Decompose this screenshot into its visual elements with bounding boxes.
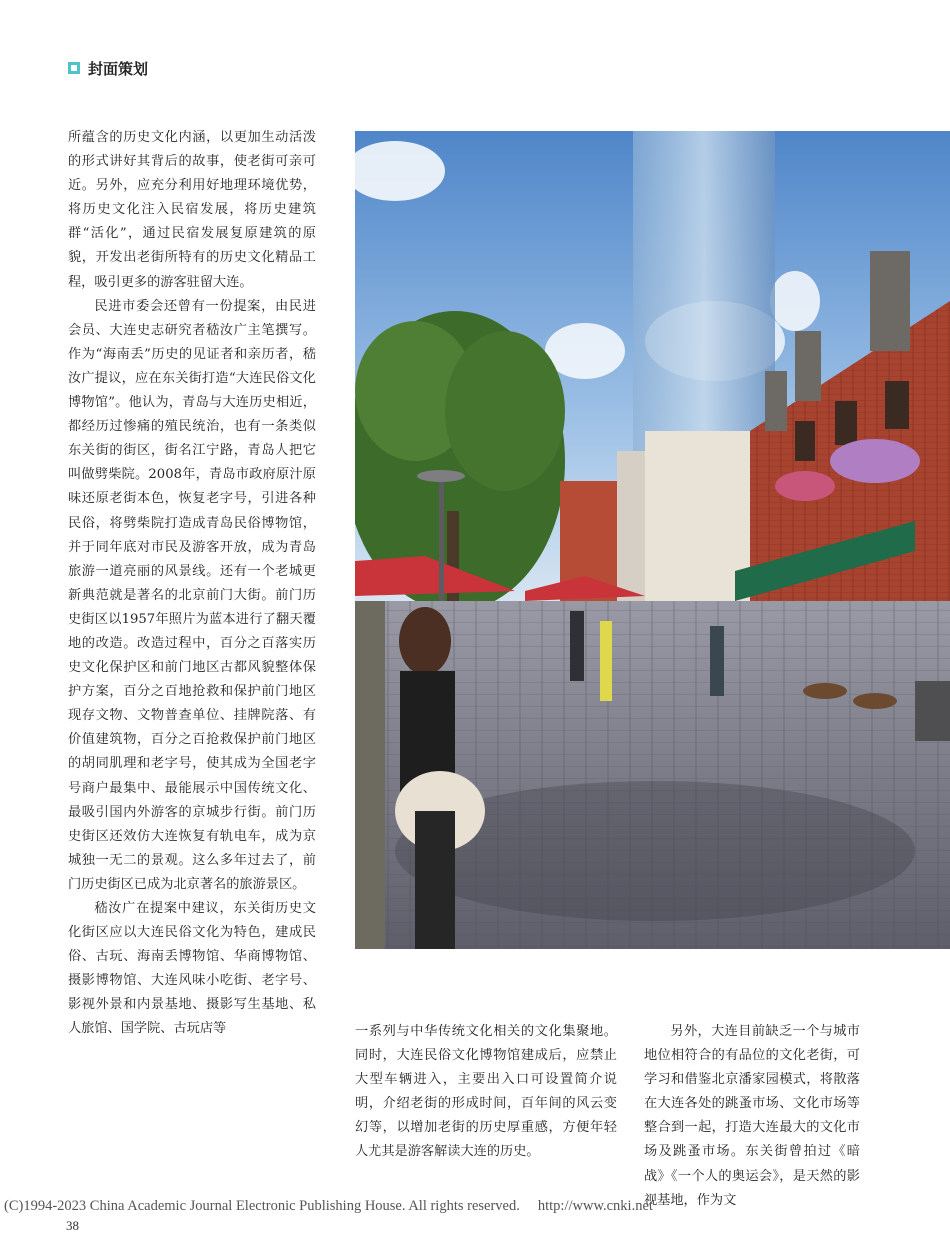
paragraph: 另外，大连目前缺乏一个与城市地位相符合的有品位的文化老街，可学习和借鉴北京潘家园模式，将散落在大连各处的跳蚤市场、文化市场等整合到一起，打造大连最大的文化市场及跳蚤市场。东关街曾拍过《暗战》《一个人的奥运会》，是天然的影视基地，作为文 [644,1024,860,1208]
section-title: 封面策划 [88,59,149,78]
paragraph: 一系列与中华传统文化相关的文化集聚地。同时，大连民俗文化博物馆建成后，应禁止大型车辆进入，主要出入口可设置简介说明，介绍老街的形成时间，百年间的风云变幻等，以增加老街的历史厚重感，方便年轻人尤其是游客解读大连的历史。 [355,1024,617,1160]
page-number: 38 [66,1218,79,1233]
text-column-3 [644,1020,860,1213]
paragraph: 所蕴含的历史文化内涵，以更加生动活泼的形式讲好其背后的故事，使老街可亲可近。另外，应充分利用好地理环境优势，将历史文化注入民宿发展，将历史建筑群“活化”，通过民宿发展复原建筑的原貌，开发出老街所特有的历史文化精品工程，吸引更多的游客驻留大连。 [68,130,316,290]
cnki-link[interactable]: http://www.cnki.net [537,1198,653,1214]
copyright-text: (C)1994-2023 China Academic Journal Electronic Publishing House. All rights reserved. [4,1198,520,1214]
street-rendering-photo [355,131,950,949]
copyright-footer [4,1198,944,1215]
paragraph: 嵇汝广在提案中建议，东关街历史文化街区应以大连民俗文化为特色，建成民俗、古玩、海南丢博物馆、华商博物馆、摄影博物馆、大连风味小吃街、老字号、影视外景和内景基地、摄影写生基地、私人旅馆、国学院、古玩店等 [68,901,316,1037]
paragraph: 民进市委会还曾有一份提案，由民进会员、大连史志研究者嵇汝广主笔撰写。作为“海南丢”历史的见证者和亲历者，嵇汝广提议，应在东关街打造“大连民俗文化博物馆”。他认为，青岛与大连历史相近，都经历过惨痛的殖民统治，也有一条类似东关街的街区，街名江宁路，青岛人把它叫做劈柴院。2008年，青岛市政府原汁原味还原老街本色，恢复老字号，引进各种民俗，将劈柴院打造成青岛民俗博物馆，并于同年底对市民及游客开放，成为青岛旅游一道亮丽的风景线。还有一个老城更新典范就是著名的北京前门大街。前门历史街区以1957年照片为蓝本进行了翻天覆地的改造。改造过程中，百分之百落实历史文化保护区和前门地区古都风貌整体保护方案，百分之百地抢救和保护前门地区现存文物、文物普查单位、挂牌院落、有价值建筑物，百分之百抢救保护前门地区的胡同肌理和老字号，使其成为全国老字号商户最集中、最能展示中国传统文化、最吸引国内外游客的京城步行街。前门历史街区还效仿大连恢复有轨电车，成为京城独一无二的景观。这么多年过去了，前门历史街区已成为北京著名的旅游景区。 [68,298,316,892]
text-column-1 [68,126,316,1042]
section-square-icon [68,62,80,74]
text-column-2 [355,1020,617,1165]
section-header [68,57,148,79]
